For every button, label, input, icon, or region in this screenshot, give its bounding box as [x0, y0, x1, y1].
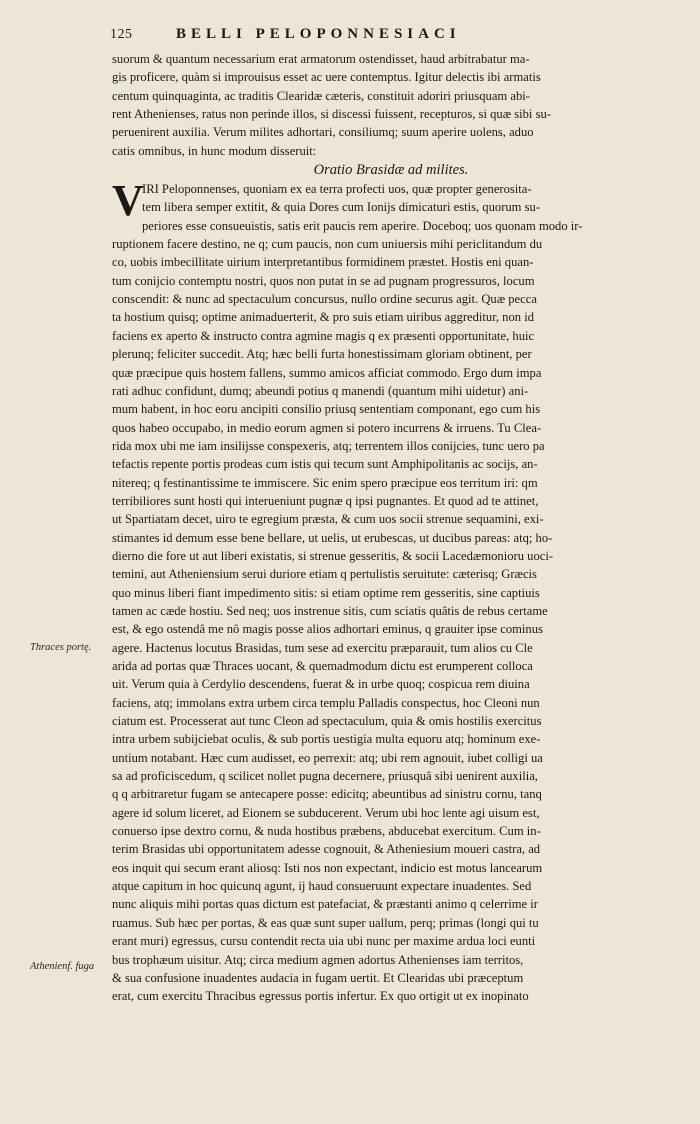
- text-line: erant muri) egressus, cursu contendit recta uia ubi nunc per maxime ardua loci eunti: [112, 934, 536, 949]
- text-line: uit. Verum quia à Cerdylio descendens, fuerat & in urbe quoq; cospicua rem diuina: [112, 677, 530, 692]
- text-line: tum conijcio contemptu nostri, quos non putat in se ad pugnam progressuros, locum: [112, 273, 535, 288]
- text-line: terim Brasidas ubi opportunitatem adesse cognouit, & Atheniesium moueri castra, ad: [112, 842, 541, 857]
- text-line: nunc aliquis mihi portas quas dictum est patefaciat, & præstanti animo q celerrime ir: [112, 897, 538, 912]
- text-line: est, & ego ostendâ me nô magis posse alios adhortari eminus, q grauiter ipse cominus: [112, 622, 543, 637]
- text-line: gis proficere, quàm si improuisus esset ac uere contemptus. Igitur delectis ibi armatis: [112, 70, 541, 85]
- margin-note: Athenienf. fuga: [30, 961, 95, 972]
- text-line: eos inquit qui secum erant aliosq: Isti nos non expectant, indicio est motus lancearum: [112, 860, 543, 875]
- text-line: ruamus. Sub hæc per portas, & eas quæ sunt super uallum, perq; primas (longi qui tu: [112, 915, 539, 930]
- text-line: temini, aut Atheniensium serui duriore etiam q pertulistis seruitute: cæterisq; Græcis: [112, 567, 537, 582]
- text-line: peruenirent auxilia. Verum milites adhortari, consiliumq; suum aperire uolens, aduo: [112, 125, 534, 140]
- text-line: tefactis repente portis prodeas cum istis qui tecum sunt Amphipolitanis ac socijs, an-: [112, 457, 538, 472]
- text-line: ut Spartiatam decet, uiro te egregium præsta, & cum uos socii strenue sequamini, exi-: [112, 512, 544, 527]
- text-line: conuerso ipse dextro cornu, & nuda hostibus præbens, abducebat exercitum. Cum in-: [112, 824, 541, 839]
- text-line: terribiliores sunt hosti qui interueniunt pugnæ q ipsi pugnantes. Et quod ad te attinet,: [112, 493, 539, 508]
- text-line: periores esse consueuistis, satis erit paucis rem aperire. Doceboq; uos quonam modo ir-: [142, 218, 583, 233]
- text-line: quos habeo occupabo, in medio eorum agmen si potero incurrens & irruens. Tu Clea-: [112, 420, 542, 435]
- text-line: catis omnibus, in hunc modum disseruit:: [112, 143, 317, 158]
- text-line: plerunq; feliciter succedit. Atq; hæc belli furta honestissimam gloriam obtinent, per: [112, 347, 532, 362]
- text-line: erat, cum exercitu Thracibus egressus portis infertur. Ex quo ortigit ut ex inopinato: [112, 989, 529, 1004]
- text-line: agere id solum liceret, ad Eionem se subducerent. Verum ubi hoc lente agi uisum est,: [112, 805, 540, 820]
- text-line: untium notabant. Hæc cum audisset, eo perrexit: atq; ubi rem agnouit, iubet colligi ua: [112, 750, 543, 765]
- text-line: tem libera semper extitit, & quia Dores cum Ionijs dimicaturi estis, quorum su-: [142, 200, 541, 215]
- oration-body: [112, 235, 670, 1005]
- dropcap-lines: [112, 176, 670, 235]
- text-line: quæ præcipue quis hostem fallens, summo amicos afficiat commodo. Ergo dum impa: [112, 365, 542, 380]
- running-title: BELLI PELOPONNESIACI: [176, 26, 461, 42]
- text-line: conscendit: & nunc ad spectaculum concursus, nullo ordine securus agit. Quæ pecca: [112, 292, 537, 307]
- text-line: suorum & quantum necessarium erat armatorum ostendisset, haud arbitrabatur ma-: [112, 52, 530, 66]
- page-header: [110, 26, 670, 52]
- text-line: ta hostium quisq; optime animaduerterit, & pro suis etiam uiribus aggreditur, non id: [112, 310, 535, 325]
- text-line: mum habent, in hoc eoru ancipiti consilio priusq sententiam componant, ego cum his: [112, 402, 541, 417]
- text-line: tamen ac cæde hostiu. Sed neq; uos instrenue sitis, cum sciatis quâtis de rebus certame: [112, 603, 548, 618]
- margin-note: Thraces portę.: [30, 642, 92, 653]
- text-line: atque capitum in hoc quicunq agunt, ij haud consueruunt expectare inuadentes. Sed: [112, 879, 532, 894]
- text-line: IRI Peloponnenses, quoniam ex ea terra profecti uos, quæ propter generosita-: [142, 182, 532, 197]
- drop-capital: V: [112, 176, 144, 226]
- text-line: dierno die fore ut aut liberi existatis, si strenue gesseritis, & socii Lacedæmonioru uoci-: [112, 548, 554, 563]
- oration-heading: Oratio Brasidæ ad milites.: [313, 162, 469, 179]
- text-line: stimantes id demum esse bene bellare, ut uelis, ut erubescas, ut ducibus pareas: atq; ho-: [112, 530, 553, 545]
- main-text: [112, 50, 670, 1006]
- text-line: ruptionem facere destino, ne q; cum paucis, non cum uniuersis mihi periclitandum du: [112, 237, 543, 252]
- text-line: nitereq; q festinantissime te immiscere. Sic enim spero præcipue eos territum iri: qm: [112, 475, 538, 490]
- text-line: quo minus liberi fiant impedimento sitis: si etiam optime rem gesseritis, sine captiuis: [112, 585, 540, 600]
- text-line: centum quinquaginta, ac traditis Clearidæ cæteris, constituit adoriri priusquam abi-: [112, 88, 530, 103]
- text-line: q q arbitraretur fugam se antecapere posse: edicitq; abeuntibus ad sinistru cornu, tanq: [112, 787, 542, 802]
- text-line: bus trophæum uisitur. Atq; circa medium agmen adortus Athenienses iam territos,: [112, 952, 524, 967]
- text-line: co, uobis imbecillitate uirium interpretantibus formidinem præstet. Hostis eni quan-: [112, 255, 534, 270]
- oration-opening: [112, 176, 670, 235]
- text-line: faciens, atq; immolans extra urbem circa templu Palladis conspectus, hoc Cleoni nun: [112, 695, 540, 710]
- text-line: faciens ex aperto & instructo contra agmine magis q ex præsenti opportunitate, huic: [112, 328, 535, 343]
- text-line: ciatum est. Processerat aut tunc Cleon ad spectaculum, quia & omis hostilis exercitus: [112, 714, 542, 729]
- text-line: & sua confusione inuadentes audacia in fugam uertit. Et Clearidas ubi præceptum: [112, 970, 524, 985]
- page-number: 125: [110, 27, 133, 42]
- text-line: rati adhuc confidunt, dumq; abeundi potius q manendi (quantum mihi uidetur) ani-: [112, 383, 529, 398]
- text-line: sa ad proficiscedum, q scilicet nollet pugna decernere, priusquâ sibi uenirent auxilia,: [112, 769, 538, 784]
- text-line: rida mox ubi me iam insilijsse conspexeris, atq; terrentem illos conijcies, tunc uero pa: [112, 438, 545, 453]
- text-line: intra urbem subijciebat oculis, & sub portis uestigia multa equoru atq; hominum exe-: [112, 732, 541, 747]
- paragraph-intro: [112, 50, 670, 160]
- text-line: agere. Hactenus locutus Brasidas, tum sese ad exercitu præparauit, tum alios cu Cle: [112, 640, 533, 655]
- text-line: arida ad portas quæ Thraces uocant, & quemadmodum dictu est erumperent colloca: [112, 659, 533, 673]
- text-line: rent Athenienses, ratus non perinde illos, si discessi fuissent, recepturos, si quæ sibi su-: [112, 107, 551, 122]
